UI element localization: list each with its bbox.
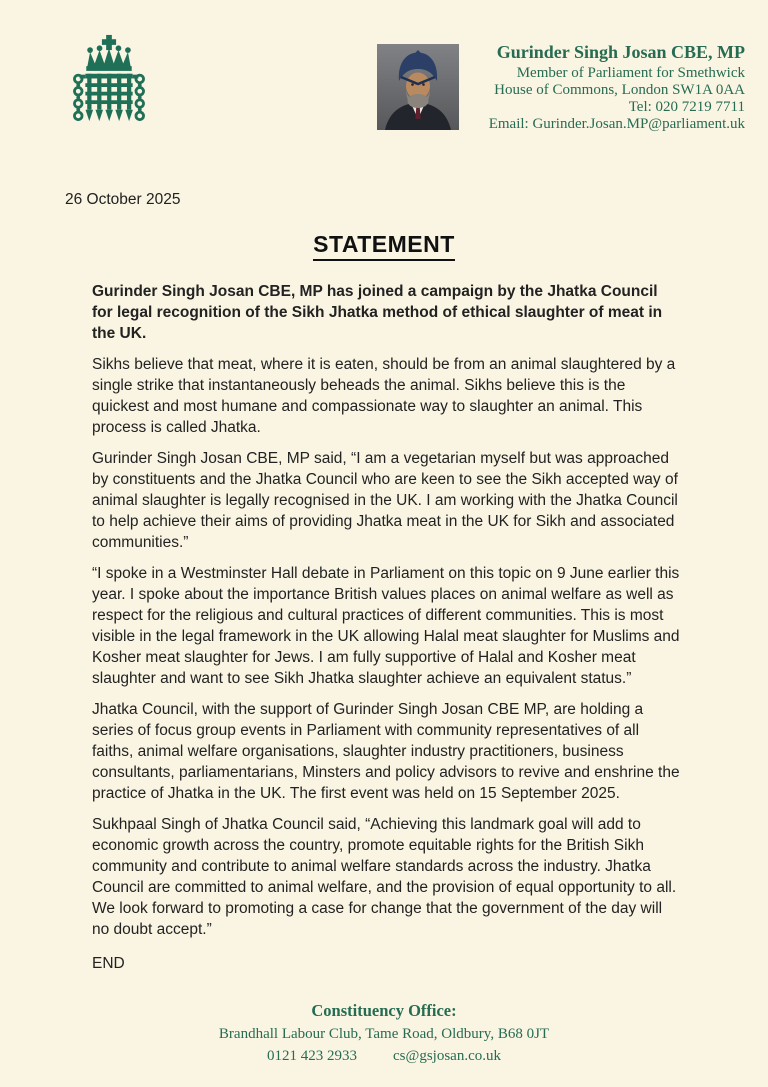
statement-date: 26 October 2025 bbox=[65, 191, 181, 208]
page-title bbox=[0, 231, 768, 261]
footer-contact-row bbox=[0, 1048, 768, 1065]
constituency-office-footer bbox=[0, 1001, 768, 1065]
paragraph: “I spoke in a Westminster Hall debate in Parliament on this topic on 9 June earlier this year. I spoke about the importance British values places on animal welfare as well as respect for the religious and cultural practices of different communities. This is most visible in the legal framework in the UK allowing Halal meat slaughter for Muslims and Kosher meat slaughter for Jews. I am fully supportive of Halal and Kosher meat slaughter and want to see Sikh Jhatka slaughter achieve an equivalent status.” bbox=[92, 565, 680, 687]
paragraph: Gurinder Singh Josan CBE, MP said, “I am a vegetarian myself but was approached by constituents and the Jhatka Council who are keen to see the Sikh accepted way of animal slaughter is legally recognised in the UK. I am working with the Jhatka Council to help achieve their aims of providing Jhatka meat in the UK for Sikh and associated communities.” bbox=[92, 450, 678, 551]
mp-telephone: Tel: 020 7219 7711 bbox=[628, 99, 745, 115]
contact-details bbox=[489, 42, 745, 133]
mp-name: Gurinder Singh Josan CBE, MP bbox=[496, 42, 745, 62]
page-title-text: STATEMENT bbox=[313, 231, 455, 261]
paragraph: Sukhpaal Singh of Jhatka Council said, “Achieving this landmark goal will add to economic growth across the country, promote equitable rights for the British Sikh community and contribute to animal welfare standards across the industry. Jhatka Council are committed to animal welfare, and the provision of equal opportunity to all. We look forward to promoting a case for change that the government of the day will no doubt accept.” bbox=[92, 816, 677, 938]
lead-paragraph: Gurinder Singh Josan CBE, MP has joined a campaign by the Jhatka Council for legal recognition of the Sikh Jhatka method of ethical slaughter of meat in the UK. bbox=[92, 283, 663, 342]
portcullis-icon bbox=[60, 34, 158, 140]
end-marker: END bbox=[92, 955, 125, 972]
paragraph: Sikhs believe that meat, where it is eaten, should be from an animal slaughtered by a single strike that instantaneously beheads the animal. Sikhs believe this is the quickest and most humane and compassionate way to slaughter an animal. This process is called Jhatka. bbox=[92, 356, 676, 436]
footer-phone: 0121 423 2933 bbox=[267, 1048, 358, 1064]
footer-address: Brandhall Labour Club, Tame Road, Oldbury, B68 0JT bbox=[218, 1026, 550, 1042]
footer-email: cs@gsjosan.co.uk bbox=[393, 1048, 501, 1064]
paragraph: Jhatka Council, with the support of Gurinder Singh Josan CBE MP, are holding a series of focus group events in Parliament with community representatives of all faiths, animal welfare organisations, slaughter industry practitioners, business consultants, parliamentarians, Minsters and policy advisors to revive and enshrine the practice of Jhatka in the UK. The first event was held on 15 September 2025. bbox=[92, 701, 680, 802]
statement-body bbox=[92, 281, 680, 984]
mp-address: House of Commons, London SW1A 0AA bbox=[494, 82, 745, 98]
mp-email: Email: Gurinder.Josan.MP@parliament.uk bbox=[488, 116, 745, 132]
footer-heading: Constituency Office: bbox=[311, 1001, 457, 1020]
mp-role: Member of Parliament for Smethwick bbox=[516, 65, 745, 81]
house-of-commons-portcullis-logo bbox=[60, 34, 158, 145]
portrait-image bbox=[377, 44, 459, 130]
mp-portrait-photo bbox=[377, 44, 459, 135]
